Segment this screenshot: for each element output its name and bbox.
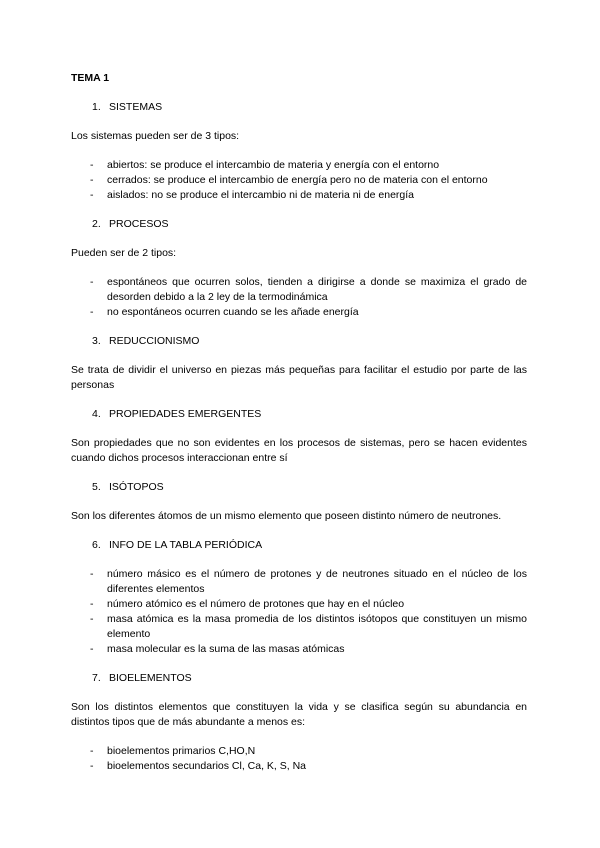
- section-intro: Pueden ser de 2 tipos:: [71, 247, 177, 259]
- list-item-text: masa molecular es la suma de las masas atómicas: [107, 643, 345, 655]
- list-item: [71, 612, 527, 642]
- list-item: [71, 642, 527, 657]
- list-item-text: espontáneos que ocurren solos, tienden a dirigirse a donde se maximiza el grado de desorden debido a la 2 ley de la termodinámica: [107, 276, 527, 303]
- section-list: [71, 567, 527, 657]
- section-heading-procesos: [71, 217, 527, 232]
- section-heading-reduccionismo: [71, 334, 527, 349]
- list-item-text: abiertos: se produce el intercambio de materia y energía con el entorno: [107, 159, 440, 171]
- section-heading-sistemas: [71, 100, 527, 115]
- list-item-text: masa atómica es la masa promedia de los distintos isótopos que constituyen un mismo elemento: [107, 613, 527, 640]
- list-item-text: bioelementos secundarios Cl, Ca, K, S, Na: [107, 760, 307, 772]
- list-item-text: aislados: no se produce el intercambio ni de materia ni de energía: [107, 189, 415, 201]
- list-item: [71, 173, 527, 188]
- document-content: [71, 71, 527, 788]
- list-item: [71, 597, 527, 612]
- section-heading-propiedades-emergentes: [71, 407, 527, 422]
- list-item: [71, 567, 527, 597]
- section-title: INFO DE LA TABLA PERIÓDICA: [109, 539, 263, 551]
- list-bullet: -: [90, 189, 94, 201]
- list-item: [71, 744, 527, 759]
- list-bullet: -: [90, 174, 94, 186]
- list-item: [71, 188, 527, 203]
- section-list: [71, 158, 527, 203]
- list-bullet: -: [90, 159, 94, 171]
- list-bullet: -: [90, 745, 94, 757]
- section-heading-isotopos: [71, 480, 527, 495]
- section-number: 1.: [92, 101, 101, 113]
- section-intro: Los sistemas pueden ser de 3 tipos:: [71, 130, 240, 142]
- section-number: 3.: [92, 335, 101, 347]
- section-list: [71, 275, 527, 320]
- list-item-text: bioelementos primarios C,HO,N: [107, 745, 256, 757]
- section-number: 2.: [92, 218, 101, 230]
- section-paragraph: Se trata de dividir el universo en piezas más pequeñas para facilitar el estudio por parte de las personas: [71, 364, 527, 391]
- section-number: 7.: [92, 672, 101, 684]
- document-title: TEMA 1: [71, 72, 110, 84]
- section-title: ISÓTOPOS: [109, 481, 164, 493]
- list-bullet: -: [90, 643, 94, 655]
- list-bullet: -: [90, 276, 94, 288]
- section-intro: Son los distintos elementos que constituyen la vida y se clasifica según su abundancia en distintos tipos que de más abundante a menos es:: [71, 701, 527, 728]
- list-item: [71, 305, 527, 320]
- section-paragraph: Son los diferentes átomos de un mismo elemento que poseen distinto número de neutrones.: [71, 510, 502, 522]
- list-bullet: -: [90, 598, 94, 610]
- section-number: 5.: [92, 481, 101, 493]
- section-title: SISTEMAS: [109, 101, 163, 113]
- section-paragraph: Son propiedades que no son evidentes en los procesos de sistemas, pero se hacen evidentes cuando dichos procesos interaccionan entre sí: [71, 437, 527, 464]
- list-item: [71, 158, 527, 173]
- list-item-text: número másico es el número de protones y de neutrones situado en el núcleo de los diferentes elementos: [107, 568, 527, 595]
- section-number: 4.: [92, 408, 101, 420]
- section-heading-bioelementos: [71, 671, 527, 686]
- section-list: [71, 744, 527, 774]
- list-bullet: -: [90, 613, 94, 625]
- list-bullet: -: [90, 568, 94, 580]
- list-bullet: -: [90, 760, 94, 772]
- section-title: PROPIEDADES EMERGENTES: [109, 408, 262, 420]
- list-bullet: -: [90, 306, 94, 318]
- section-title: BIOELEMENTOS: [109, 672, 192, 684]
- list-item: [71, 759, 527, 774]
- list-item: [71, 275, 527, 305]
- section-number: 6.: [92, 539, 101, 551]
- section-heading-tabla-periodica: [71, 538, 527, 553]
- section-title: REDUCCIONISMO: [109, 335, 200, 347]
- list-item-text: cerrados: se produce el intercambio de energía pero no de materia con el entorno: [107, 174, 488, 186]
- section-title: PROCESOS: [109, 218, 169, 230]
- list-item-text: no espontáneos ocurren cuando se les añade energía: [107, 306, 359, 318]
- list-item-text: número atómico es el número de protones que hay en el núcleo: [107, 598, 405, 610]
